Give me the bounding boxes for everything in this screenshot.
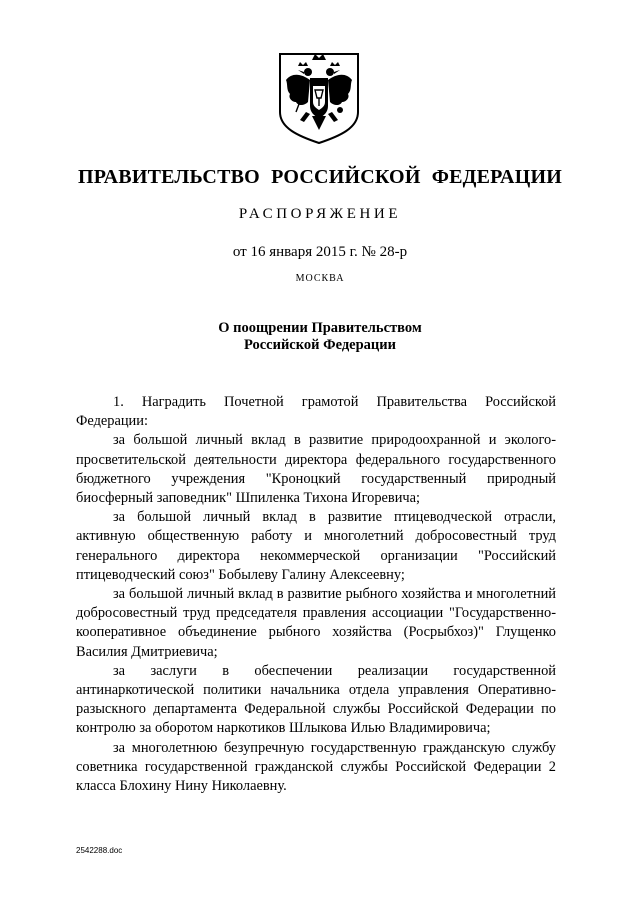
paragraph-3: за большой личный вклад в развитие птицеводческой отрасли, активную общественную работу и многолетний добросовестный труд генерального директора некоммерческой организации "Российский птицеводческий союз" Бобылеву Галину Алексеевну; <box>76 509 556 583</box>
paragraph-4: за большой личный вклад в развитие рыбного хозяйства и многолетний добросовестный труд председателя правления ассоциации "Государственно-кооперативное объединение рыбного хозяйства (Росрыбхоз)" Глущенко Василия Дмитриевича; <box>76 586 556 660</box>
document-body <box>76 393 556 796</box>
government-title: ПРАВИТЕЛЬСТВО РОССИЙСКОЙ ФЕДЕРАЦИИ <box>78 166 562 188</box>
paragraph-5: за заслуги в обеспечении реализации государственной антинаркотической политики начальника отдела управления Оперативно-разыскного департамента Федеральной службы Российской Федерации по контролю за оборотом наркотиков Шлыкова Илью Владимировича; <box>76 662 556 737</box>
coat-of-arms-icon <box>274 50 364 146</box>
paragraph-2: за большой личный вклад в развитие природоохранной и эколого-просветительской деятельности директора федерального государственного бюджетного учреждения "Кроноцкий государственный природный биосферный заповедник" Шпиленка Тихона Игоревича; <box>76 432 556 507</box>
subject-line-1: О поощрении Правительством <box>218 320 422 336</box>
document-city: МОСКВА <box>295 273 345 284</box>
document-subject <box>0 320 640 354</box>
file-code: 2542288.doc <box>76 846 123 855</box>
paragraph-6: за многолетнюю безупречную государственную гражданскую службу советника государственной гражданской службы Российской Федерации 2 класса Блохину Нину Николаевну. <box>76 739 556 795</box>
paragraph-1: 1. Наградить Почетной грамотой Правительства Российской Федерации: <box>76 394 556 430</box>
document-type: РАСПОРЯЖЕНИЕ <box>238 206 402 222</box>
subject-line-2: Российской Федерации <box>243 337 396 353</box>
document-date-number: от 16 января 2015 г. № 28-р <box>232 244 408 260</box>
